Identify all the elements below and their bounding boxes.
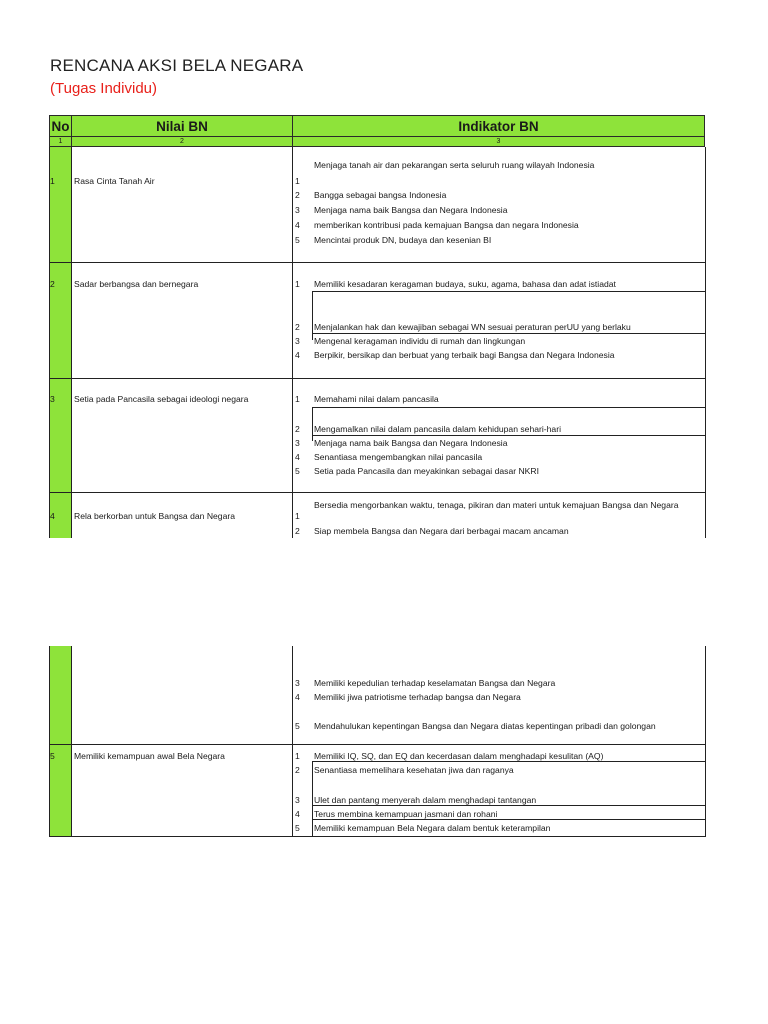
col-number-2: 2 [71,136,293,147]
indicator-text: Mendahulukan kepentingan Bangsa dan Negara diatas kepentingan pribadi dan golongan [314,721,656,731]
item-number: 4 [295,220,300,230]
grid-line [49,262,706,263]
nilai-label: Rela berkorban untuk Bangsa dan Negara [74,511,236,521]
grid-line [705,646,706,837]
indicator-text: Senantiasa memelihara kesehatan jiwa dan raganya [314,765,514,775]
nilai-label: Memiliki kemampuan awal Bela Negara [74,751,225,761]
indicator-text: Siap membela Bangsa dan Negara dari berbagai macam ancaman [314,526,569,536]
indicator-text: Mengamalkan nilai dalam pancasila dalam kehidupan sehari-hari [314,424,561,434]
row-number: 1 [50,176,55,186]
header-indikator-bn: Indikator BN [292,115,705,137]
indicator-text: memberikan kontribusi pada kemajuan Bangsa dan negara Indonesia [314,220,579,230]
col-number-1: 1 [49,136,72,147]
grid-line [292,147,293,538]
item-number: 3 [295,438,300,448]
indicator-text: Berpikir, bersikap dan berbuat yang terbaik bagi Bangsa dan Negara Indonesia [314,350,615,360]
indicator-text: Memiliki jiwa patriotisme terhadap bangsa dan Negara [314,692,521,702]
indicator-text: Memiliki kemampuan Bela Negara dalam bentuk keterampilan [314,823,551,833]
grid-line [49,492,706,493]
no-column-fill-bottom [49,646,71,837]
item-number: 2 [295,190,300,200]
indicator-text: Menjaga nama baik Bangsa dan Negara Indonesia [314,438,508,448]
nilai-label: Rasa Cinta Tanah Air [74,176,155,186]
item-number: 4 [295,452,300,462]
header-nilai-bn: Nilai BN [71,115,293,137]
indicator-text: Setia pada Pancasila dan meyakinkan sebagai dasar NKRI [314,466,540,476]
item-number: 2 [295,424,300,434]
grid-line [312,291,705,292]
row-number: 4 [50,511,55,521]
indicator-text: Ulet dan pantang menyerah dalam menghadapi tantangan [314,795,537,805]
indicator-text: Terus membina kemampuan jasmani dan rohani [314,809,498,819]
grid-line [49,646,50,837]
indicator-text: Memiliki kepedulian terhadap keselamatan Bangsa dan Negara [314,678,556,688]
item-number: 5 [295,823,300,833]
grid-line [49,836,706,837]
item-number: 1 [295,279,300,289]
grid-line [49,147,50,538]
item-number: 4 [295,809,300,819]
item-number: 2 [295,765,300,775]
item-number: 5 [295,466,300,476]
indicator-text: Menjaga tanah air dan pekarangan serta seluruh ruang wilayah Indonesia [314,160,595,170]
document-subtitle: (Tugas Individu) [50,80,157,97]
item-number: 1 [295,176,300,186]
grid-line [312,333,705,334]
grid-line [49,744,706,745]
indicator-text: Senantiasa mengembangkan nilai pancasila [314,452,483,462]
nilai-label: Setia pada Pancasila sebagai ideologi negara [74,394,249,404]
indicator-text: Menjalankan hak dan kewajiban sebagai WN sesuai peraturan perUU yang berlaku [314,322,631,332]
item-number: 1 [295,394,300,404]
indicator-text: Menjaga nama baik Bangsa dan Negara Indonesia [314,205,508,215]
item-number: 5 [295,721,300,731]
grid-line [312,819,705,820]
indicator-text: Bangga sebagai bangsa Indonesia [314,190,447,200]
header-no: No [49,115,72,137]
indicator-text: Memiliki kesadaran keragaman budaya, suku, agama, bahasa dan adat istiadat [314,279,616,289]
item-number: 1 [295,511,300,521]
grid-line [292,646,293,837]
row-number: 5 [50,751,55,761]
nilai-label: Sadar berbangsa dan bernegara [74,279,199,289]
grid-line [49,378,706,379]
indicator-text: Bersedia mengorbankan waktu, tenaga, pikiran dan materi untuk kemajuan Bangsa dan Negara [314,500,679,510]
col-number-3: 3 [292,136,705,147]
document-title: RENCANA AKSI BELA NEGARA [50,56,304,75]
indicator-text: Memiliki IQ, SQ, dan EQ dan kecerdasan dalam menghadapi kesulitan (AQ) [314,751,604,761]
row-number: 2 [50,279,55,289]
grid-line [312,435,705,436]
grid-line [312,805,705,806]
no-column-fill-top [49,147,71,538]
grid-line [71,147,72,538]
item-number: 3 [295,795,300,805]
item-number: 4 [295,350,300,360]
grid-line [312,762,313,837]
grid-line [312,761,705,762]
item-number: 2 [295,322,300,332]
item-number: 5 [295,235,300,245]
indicator-text: Memahami nilai dalam pancasila [314,394,439,404]
item-number: 3 [295,205,300,215]
grid-line [312,407,705,408]
item-number: 3 [295,678,300,688]
row-number: 3 [50,394,55,404]
grid-line [312,408,313,441]
grid-line [705,147,706,538]
indicator-text: Mengenal keragaman individu di rumah dan lingkungan [314,336,526,346]
item-number: 3 [295,336,300,346]
item-number: 4 [295,692,300,702]
item-number: 2 [295,526,300,536]
indicator-text: Mencintai produk DN, budaya dan kesenian BI [314,235,492,245]
grid-line [71,646,72,837]
item-number: 1 [295,751,300,761]
